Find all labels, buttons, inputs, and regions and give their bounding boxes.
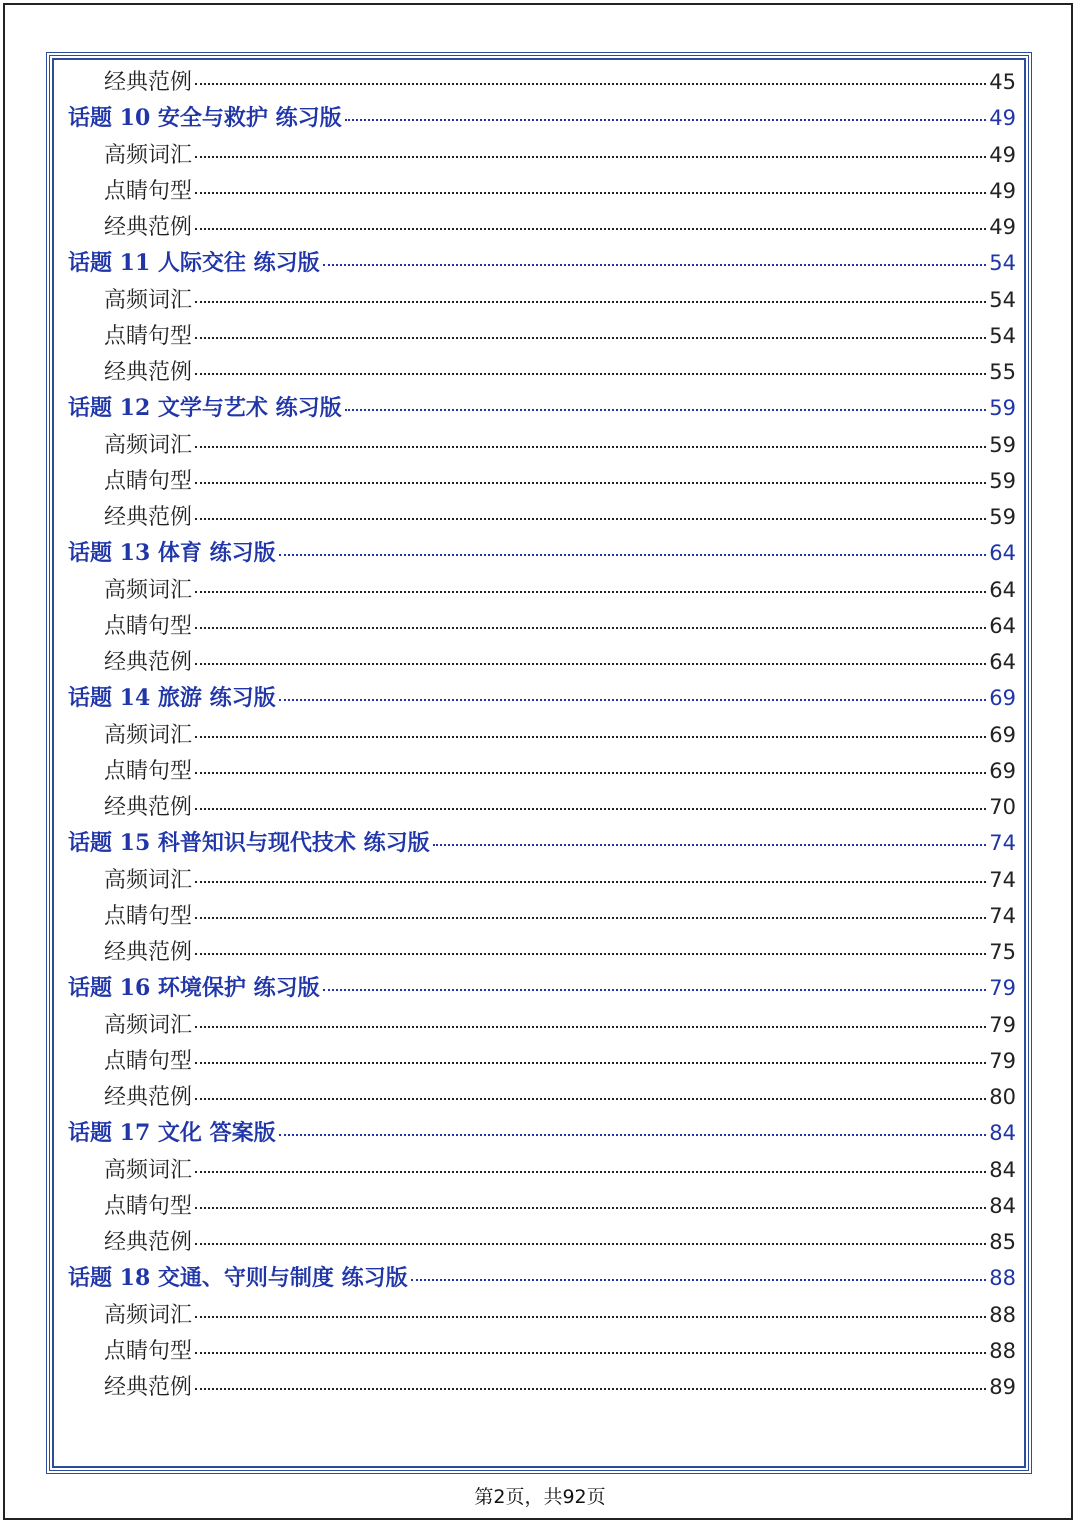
toc-entry-label: 话题 10 安全与救护 练习版: [68, 105, 342, 132]
toc-leader-dots: [195, 1351, 986, 1354]
toc-leader-dots: [195, 1387, 986, 1390]
toc-leader-dots: [195, 590, 986, 593]
toc-topic-entry[interactable]: [66, 535, 1016, 571]
toc-entry-label: 话题 11 人际交往 练习版: [68, 250, 320, 277]
toc-leader-dots: [279, 698, 987, 701]
toc-entry-label: 经典范例: [104, 1375, 193, 1400]
toc-sub-entry[interactable]: [66, 934, 1016, 970]
toc-leader-dots: [195, 445, 986, 448]
toc-sub-entry[interactable]: [66, 717, 1016, 753]
toc-entry-label: 经典范例: [104, 70, 193, 95]
toc-sub-entry[interactable]: [66, 1188, 1016, 1224]
toc-entry-label: 高频词汇: [104, 1302, 193, 1328]
toc-page-number: 49: [989, 142, 1016, 167]
toc-entry-label: 点睛句型: [104, 613, 193, 639]
toc-sub-entry[interactable]: [66, 898, 1016, 934]
page-footer: 第2页，共92页: [474, 1486, 606, 1508]
toc-page-number: 79: [989, 1048, 1016, 1073]
toc-page-number: 88: [989, 1338, 1016, 1363]
toc-sub-entry[interactable]: [66, 137, 1016, 173]
toc-leader-dots: [195, 662, 986, 665]
toc-entry-label: 经典范例: [104, 360, 193, 385]
toc-sub-entry[interactable]: [66, 427, 1016, 463]
toc-page-number: 49: [989, 178, 1016, 203]
toc-leader-dots: [195, 735, 986, 738]
toc-page-number: 64: [989, 541, 1016, 566]
toc-leader-dots: [345, 118, 987, 121]
toc-entry-label: 经典范例: [104, 795, 193, 820]
toc-leader-dots: [195, 227, 986, 230]
toc-page-number: 79: [989, 1012, 1016, 1037]
toc-topic-entry[interactable]: [66, 245, 1016, 281]
toc-entry-label: 点睛句型: [104, 468, 193, 494]
toc-entry-label: 点睛句型: [104, 323, 193, 349]
toc-page-number: 80: [989, 1085, 1016, 1109]
toc-entry-label: 话题 18 交通、守则与制度 练习版: [68, 1265, 408, 1292]
toc-topic-entry[interactable]: [66, 1115, 1016, 1151]
toc-sub-entry[interactable]: [66, 173, 1016, 209]
toc-leader-dots: [195, 952, 986, 955]
toc-leader-dots: [279, 553, 987, 556]
toc-leader-dots: [433, 843, 987, 846]
toc-sub-entry[interactable]: [66, 1224, 1016, 1260]
toc-leader-dots: [279, 1133, 987, 1136]
toc-sub-entry[interactable]: [66, 644, 1016, 680]
toc-leader-dots: [195, 771, 986, 774]
toc-entry-label: 点睛句型: [104, 178, 193, 204]
toc-page-number: 54: [989, 287, 1016, 312]
toc-page-number: 70: [989, 795, 1016, 819]
toc-sub-entry[interactable]: [66, 608, 1016, 644]
toc-leader-dots: [195, 481, 986, 484]
toc-entry-label: 高频词汇: [104, 142, 193, 168]
toc-entry-label: 经典范例: [104, 505, 193, 530]
toc-topic-entry[interactable]: [66, 680, 1016, 716]
toc-page-number: 84: [989, 1121, 1016, 1146]
toc-leader-dots: [195, 880, 986, 883]
toc-leader-dots: [195, 300, 986, 303]
toc-entry-label: 点睛句型: [104, 903, 193, 929]
toc-page-number: 59: [989, 468, 1016, 493]
toc-sub-entry[interactable]: [66, 354, 1016, 390]
toc-page-number: 75: [989, 940, 1016, 964]
toc-entry-label: 高频词汇: [104, 867, 193, 893]
toc-leader-dots: [195, 372, 986, 375]
toc-sub-entry[interactable]: [66, 64, 1016, 100]
toc-page-number: 89: [989, 1375, 1016, 1399]
toc-leader-dots: [195, 1206, 986, 1209]
toc-leader-dots: [195, 1315, 986, 1318]
toc-page-number: 85: [989, 1230, 1016, 1254]
toc-page-number: 84: [989, 1157, 1016, 1182]
toc-sub-entry[interactable]: [66, 789, 1016, 825]
toc-sub-entry[interactable]: [66, 1152, 1016, 1188]
table-of-contents: [66, 64, 1016, 1405]
toc-page-number: 69: [989, 722, 1016, 747]
toc-leader-dots: [195, 191, 986, 194]
toc-leader-dots: [195, 626, 986, 629]
toc-entry-label: 点睛句型: [104, 758, 193, 784]
toc-page-number: 74: [989, 903, 1016, 928]
toc-entry-label: 高频词汇: [104, 432, 193, 458]
toc-sub-entry[interactable]: [66, 1007, 1016, 1043]
toc-page-number: 54: [989, 251, 1016, 276]
toc-sub-entry[interactable]: [66, 209, 1016, 245]
toc-page-number: 59: [989, 396, 1016, 421]
toc-page-number: 84: [989, 1193, 1016, 1218]
toc-entry-label: 话题 17 文化 答案版: [68, 1120, 276, 1147]
toc-leader-dots: [345, 408, 987, 411]
toc-page-number: 88: [989, 1266, 1016, 1291]
toc-page-number: 59: [989, 505, 1016, 529]
toc-page-number: 64: [989, 613, 1016, 638]
toc-sub-entry[interactable]: [66, 1043, 1016, 1079]
toc-entry-label: 话题 15 科普知识与现代技术 练习版: [68, 830, 430, 857]
toc-entry-label: 经典范例: [104, 1230, 193, 1255]
toc-entry-label: 高频词汇: [104, 1157, 193, 1183]
toc-sub-entry[interactable]: [66, 1369, 1016, 1405]
toc-entry-label: 经典范例: [104, 1085, 193, 1110]
toc-entry-label: 经典范例: [104, 650, 193, 675]
toc-entry-label: 话题 14 旅游 练习版: [68, 685, 276, 712]
toc-entry-label: 高频词汇: [104, 1012, 193, 1038]
toc-entry-label: 高频词汇: [104, 722, 193, 748]
toc-topic-entry[interactable]: [66, 1260, 1016, 1296]
toc-entry-label: 经典范例: [104, 940, 193, 965]
toc-page-number: 88: [989, 1302, 1016, 1327]
toc-page-number: 55: [989, 360, 1016, 384]
toc-leader-dots: [195, 1097, 986, 1100]
toc-entry-label: 高频词汇: [104, 287, 193, 313]
toc-topic-entry[interactable]: [66, 100, 1016, 136]
toc-topic-entry[interactable]: [66, 970, 1016, 1006]
toc-sub-entry[interactable]: [66, 862, 1016, 898]
toc-leader-dots: [195, 336, 986, 339]
toc-leader-dots: [195, 155, 986, 158]
toc-page-number: 45: [989, 70, 1016, 94]
toc-entry-label: 话题 12 文学与艺术 练习版: [68, 395, 342, 422]
toc-leader-dots: [195, 1170, 986, 1173]
toc-page-number: 79: [989, 976, 1016, 1001]
toc-entry-label: 高频词汇: [104, 577, 193, 603]
toc-leader-dots: [195, 1242, 986, 1245]
toc-entry-label: 点睛句型: [104, 1338, 193, 1364]
toc-topic-entry[interactable]: [66, 825, 1016, 861]
toc-page-number: 49: [989, 215, 1016, 239]
toc-page-number: 69: [989, 686, 1016, 711]
toc-sub-entry[interactable]: [66, 753, 1016, 789]
toc-leader-dots: [195, 807, 986, 810]
toc-page-number: 74: [989, 867, 1016, 892]
toc-leader-dots: [195, 82, 986, 85]
toc-topic-entry[interactable]: [66, 390, 1016, 426]
toc-sub-entry[interactable]: [66, 499, 1016, 535]
toc-page-number: 74: [989, 831, 1016, 856]
toc-entry-label: 点睛句型: [104, 1048, 193, 1074]
toc-sub-entry[interactable]: [66, 572, 1016, 608]
toc-leader-dots: [195, 1025, 986, 1028]
toc-sub-entry[interactable]: [66, 282, 1016, 318]
toc-page-number: 54: [989, 323, 1016, 348]
toc-sub-entry[interactable]: [66, 318, 1016, 354]
toc-entry-label: 点睛句型: [104, 1193, 193, 1219]
toc-sub-entry[interactable]: [66, 1333, 1016, 1369]
toc-sub-entry[interactable]: [66, 1297, 1016, 1333]
toc-page-number: 59: [989, 432, 1016, 457]
toc-sub-entry[interactable]: [66, 463, 1016, 499]
toc-page-number: 64: [989, 577, 1016, 602]
toc-leader-dots: [323, 988, 987, 991]
toc-leader-dots: [195, 916, 986, 919]
toc-leader-dots: [411, 1278, 987, 1281]
toc-page-number: 64: [989, 650, 1016, 674]
toc-entry-label: 话题 16 环境保护 练习版: [68, 975, 320, 1002]
toc-leader-dots: [195, 517, 986, 520]
toc-page-number: 49: [989, 106, 1016, 131]
toc-sub-entry[interactable]: [66, 1079, 1016, 1115]
toc-entry-label: 经典范例: [104, 215, 193, 240]
toc-page-number: 69: [989, 758, 1016, 783]
toc-entry-label: 话题 13 体育 练习版: [68, 540, 276, 567]
toc-leader-dots: [195, 1061, 986, 1064]
toc-leader-dots: [323, 263, 987, 266]
